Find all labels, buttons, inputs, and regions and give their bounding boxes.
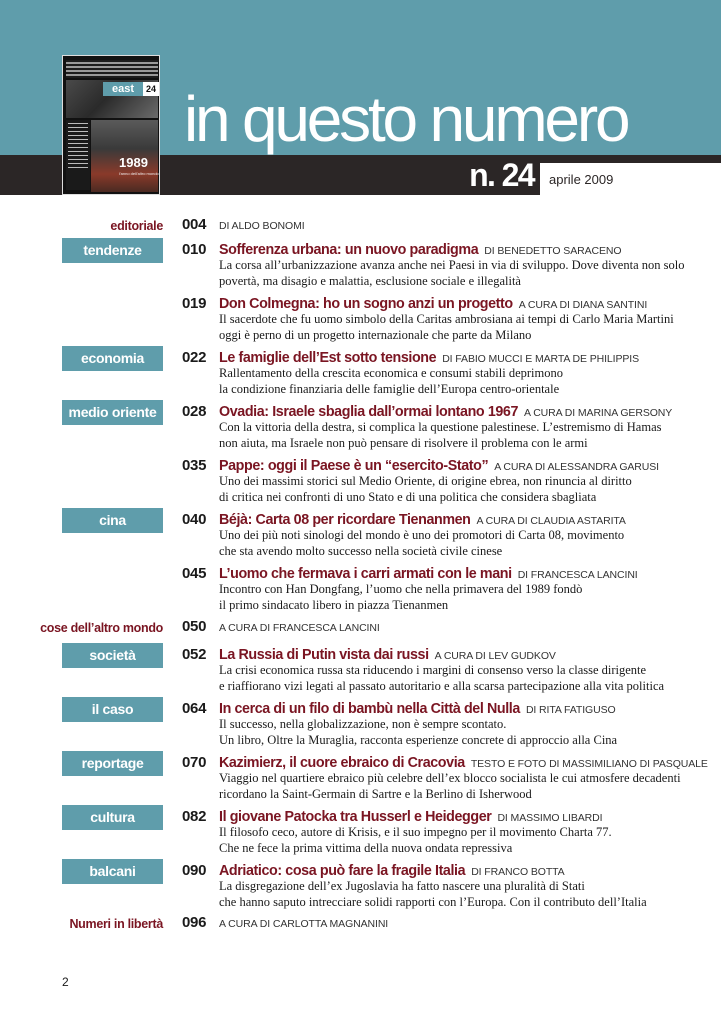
article-author: A CURA DI MARINA GERSONY: [524, 407, 673, 419]
article-author: DI FRANCO BOTTA: [471, 866, 565, 878]
article-description: [219, 366, 563, 397]
magazine-cover: [62, 55, 160, 195]
description-line: La corsa all’urbanizzazione avanza anche nei Paesi in via di sviluppo. Dove diventa non solo: [219, 258, 685, 272]
description-line: Viaggio nel quartiere ebraico più celebre dell’ex blocco socialista le cui atmosfere decadenti: [219, 771, 681, 785]
description-line: Uno dei massimi storici sul Medio Oriente, di origine ebrea, non rinuncia al diritto: [219, 474, 632, 488]
page-number: 2: [62, 975, 69, 989]
article-author: A CURA DI ALESSANDRA GARUSI: [494, 461, 659, 473]
toc-page-number: 070: [182, 754, 207, 771]
description-line: Incontro con Han Dongfang, l’uomo che nella primavera del 1989 fondò: [219, 582, 583, 596]
section-label: tendenze: [62, 238, 163, 263]
article-author: DI ALDO BONOMI: [219, 220, 305, 232]
description-line: Il filosofo ceco, autore di Krisis, e il suo impegno per il movimento Charta 77.: [219, 825, 612, 839]
section-label: società: [62, 643, 163, 668]
article-description: [219, 420, 661, 451]
toc-headline: [219, 914, 388, 933]
toc-headline: [219, 618, 380, 637]
description-line: Il sacerdote che fu uomo simbolo della Caritas ambrosiana ai tempi di Carlo Maria Martini: [219, 312, 674, 326]
toc-page-number: 028: [182, 403, 207, 420]
description-line: Con la vittoria della destra, si complica la questione palestinese. L’estremismo di Hamas: [219, 420, 662, 434]
toc-page-number: 082: [182, 808, 207, 825]
article-author: TESTO E FOTO DI MASSIMILIANO DI PASQUALE: [470, 758, 708, 770]
section-label: medio oriente: [62, 400, 163, 425]
article-description: [219, 879, 647, 910]
description-line: Rallentamento della crescita economica e consumi stabili deprimono: [219, 366, 563, 380]
article-author: DI MASSIMO LIBARDI: [497, 812, 603, 824]
article-author: DI BENEDETTO SARACENO: [484, 245, 622, 257]
article-title: L’uomo che fermava i carri armati con le mani: [219, 566, 512, 582]
toc-page-number: 040: [182, 511, 207, 528]
toc-page-number: 050: [182, 618, 207, 635]
toc-page-number: 052: [182, 646, 207, 663]
cover-year-subtitle: l'anno dell'altro mondo: [119, 171, 159, 176]
toc-headline: [219, 216, 305, 235]
description-line: Il successo, nella globalizzazione, non è sempre scontato.: [219, 717, 507, 731]
toc-page-number: 045: [182, 565, 207, 582]
description-line: di critica nei confronti di uno Stato e di una politica che considera sbagliata: [219, 489, 597, 504]
article-description: [219, 771, 681, 802]
cover-sidebar: [66, 120, 90, 190]
article-title: Don Colmegna: ho un sogno anzi un progetto: [219, 296, 513, 312]
article-title: Ovadia: Israele sbaglia dall’ormai lontano 1967: [219, 404, 519, 420]
toc-page-number: 096: [182, 914, 207, 931]
article-title: Sofferenza urbana: un nuovo paradigma: [219, 242, 479, 258]
description-line: il primo sindacato libero in piazza Tienanmen: [219, 597, 449, 612]
article-title: Béjà: Carta 08 per ricordare Tienanmen: [219, 512, 471, 528]
cover-headlines: [66, 60, 158, 78]
section-label: cina: [62, 508, 163, 533]
article-description: [219, 825, 612, 856]
description-line: non aiuta, ma Israele non può pensare di risolvere il problema con le armi: [219, 435, 588, 450]
article-author: DI FRANCESCA LANCINI: [517, 569, 638, 581]
article-author: A CURA DI CARLOTTA MAGNANINI: [219, 918, 389, 930]
page-title: in questo numero: [184, 83, 628, 155]
article-title: La Russia di Putin vista dai russi: [219, 647, 429, 663]
article-description: [219, 528, 624, 559]
section-label: reportage: [62, 751, 163, 776]
article-author: A CURA DI DIANA SANTINI: [518, 299, 648, 311]
section-label: il caso: [62, 697, 163, 722]
article-description: [219, 312, 674, 343]
article-title: Adriatico: cosa può fare la fragile Italia: [219, 863, 466, 879]
section-label: cose dell’altro mondo: [40, 621, 163, 635]
toc-page-number: 010: [182, 241, 207, 258]
article-title: Kazimierz, il cuore ebraico di Cracovia: [219, 755, 465, 771]
description-line: oggi è perno di un progetto internazionale che parte da Milano: [219, 327, 532, 342]
article-title: Le famiglie dell’Est sotto tensione: [219, 350, 437, 366]
section-label: editoriale: [110, 219, 163, 233]
article-title: Il giovane Patocka tra Husserl e Heidegger: [219, 809, 492, 825]
article-title: Pappe: oggi il Paese è un “esercito-Stato”: [219, 458, 489, 474]
description-line: che sta avendo molto successo nella società civile cinese: [219, 543, 503, 558]
article-description: [219, 717, 617, 748]
article-description: [219, 663, 664, 694]
description-line: Che ne fece la prima vittima della nuova ondata repressiva: [219, 840, 513, 855]
toc-page-number: 004: [182, 216, 207, 233]
description-line: la condizione finanziaria delle famiglie dell’Europa centro-orientale: [219, 381, 560, 396]
article-title: In cerca di un filo di bambù nella Città del Nulla: [219, 701, 520, 717]
cover-issue-number: 24: [143, 82, 159, 96]
toc-page-number: 064: [182, 700, 207, 717]
description-line: La disgregazione dell’ex Jugoslavia ha fatto nascere una pluralità di Stati: [219, 879, 585, 893]
cover-year: 1989: [119, 155, 148, 170]
toc-page-number: 090: [182, 862, 207, 879]
section-label: economia: [62, 346, 163, 371]
description-line: La crisi economica russa sta riducendo i margini di consenso verso la classe dirigente: [219, 663, 647, 677]
cover-logo: east: [103, 82, 143, 96]
description-line: Uno dei più noti sinologi del mondo è uno dei promotori di Carta 08, movimento: [219, 528, 625, 542]
toc-page-number: 019: [182, 295, 207, 312]
description-line: e riaffiorano vizi legati al passato autoritario e alla scarsa partecipazione alla vita politica: [219, 678, 665, 693]
toc-page-number: 022: [182, 349, 207, 366]
description-line: povertà, ma disagio e malattia, esclusione sociale e illegalità: [219, 273, 521, 288]
description-line: Un libro, Oltre la Muraglia, racconta esperienze concrete di approccio alla Cina: [219, 732, 618, 747]
article-author: DI RITA FATIGUSO: [525, 704, 616, 716]
issue-date: aprile 2009: [549, 172, 614, 187]
description-line: ricordano la Saint-Germain di Sartre e la Berlino di Isherwood: [219, 786, 532, 801]
article-author: A CURA DI CLAUDIA ASTARITA: [476, 515, 626, 527]
issue-number: n. 24: [469, 157, 534, 193]
section-label: cultura: [62, 805, 163, 830]
article-description: [219, 258, 684, 289]
article-description: [219, 474, 632, 505]
section-label: balcani: [62, 859, 163, 884]
article-author: A CURA DI LEV GUDKOV: [434, 650, 556, 662]
article-author: DI FABIO MUCCI E MARTA DE PHILIPPIS: [442, 353, 640, 365]
description-line: che hanno saputo intrecciare solidi rapporti con l’Europa. Con il contributo dell’Italia: [219, 894, 647, 909]
article-description: [219, 582, 582, 613]
toc-page-number: 035: [182, 457, 207, 474]
section-label: Numeri in libertà: [69, 917, 163, 931]
article-author: A CURA DI FRANCESCA LANCINI: [219, 622, 380, 634]
